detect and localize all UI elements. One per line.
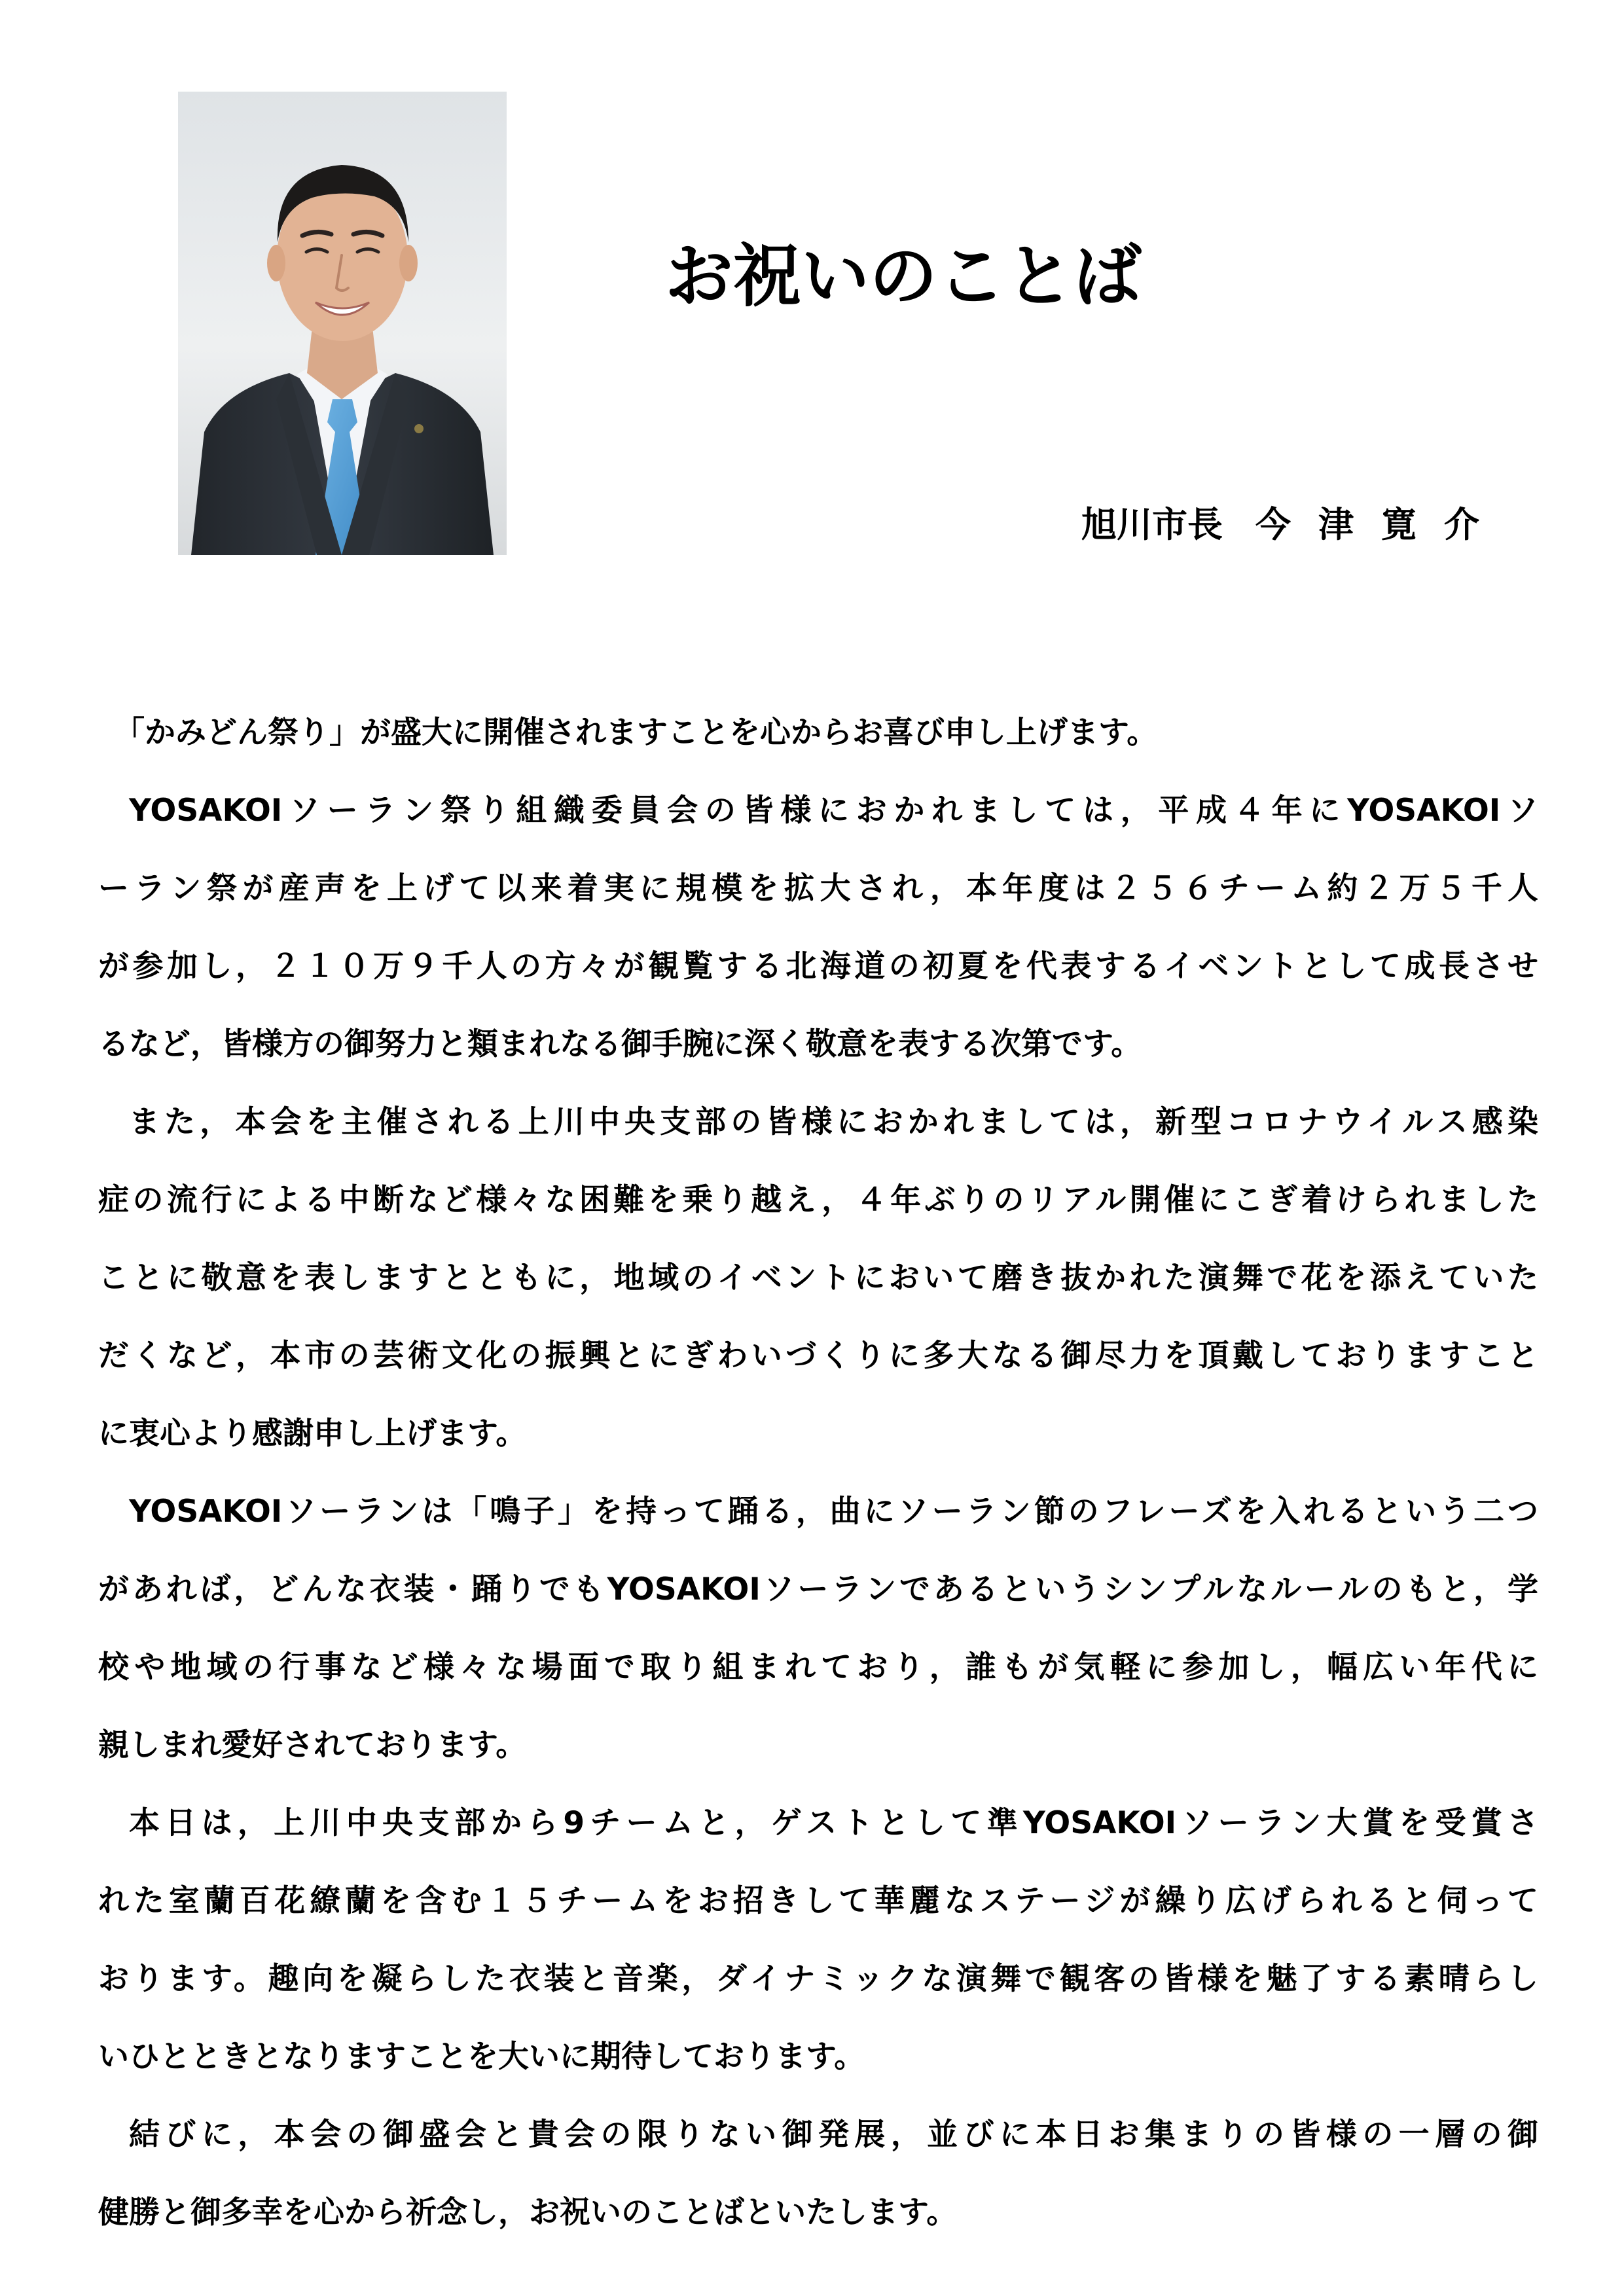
paragraph-line: 症の流行による中断など様々な困難を乗り越え，４年ぶりのリアル開催にこぎ着けられました [98, 1182, 1538, 1218]
paragraph-line: ことに敬意を表しますとともに，地域のイベントにおいて磨き抜かれた演舞で花を添えていた [98, 1260, 1538, 1296]
paragraph-3 [98, 1083, 1538, 1473]
paragraph-line: 校や地域の行事など様々な場面で取り組まれており，誰もが気軽に参加し，幅広い年代に [98, 1649, 1538, 1685]
paragraph-line: が参加し，２１０万９千人の方々が観覧する北海道の初夏を代表するイベントとして成長させ [98, 948, 1538, 984]
paragraph-line: 本日は，上川中央支部から9チームと，ゲストとして準YOSAKOIソーラン大賞を受賞さ [129, 1805, 1538, 1841]
paragraph-line: YOSAKOIソーランは「鳴子」を持って踊る，曲にソーラン節のフレーズを入れるという二つ [129, 1494, 1538, 1530]
page-title: お祝いのことば [664, 236, 1142, 316]
paragraph-line: 結びに，本会の御盛会と貴会の限りない御発展，並びに本日お集まりの皆様の一層の御 [129, 2117, 1538, 2153]
paragraph-line: れた室蘭百花繚蘭を含む１５チームをお招きして華麗なステージが繰り広げられると伺って [98, 1883, 1538, 1919]
paragraph-line: ーラン祭が産声を上げて以来着実に規模を拡大され，本年度は２５６チーム約２万５千人 [98, 870, 1538, 906]
paragraph-6 [98, 2096, 1538, 2251]
paragraph-line: YOSAKOIソーラン祭り組織委員会の皆様におかれましては，平成４年にYOSAKOIソ [129, 793, 1538, 829]
paragraph-4 [98, 1473, 1538, 1784]
author-position: 旭川市長 [1081, 504, 1223, 545]
paragraph-2 [98, 772, 1538, 1083]
paragraph-line: 「かみどん祭り」が盛大に開催されますことを心からお喜び申し上げます。 [114, 715, 1158, 751]
paragraph-5 [98, 1784, 1538, 2096]
author-name: 今津寛介 [1255, 504, 1507, 545]
portrait-image [178, 92, 507, 555]
paragraph-line: に衷心より感謝申し上げます。 [98, 1416, 527, 1452]
paragraph-line: 健勝と御多幸を心から祈念し，お祝いのことばといたします。 [98, 2195, 958, 2231]
paragraph-line: るなど，皆様方の御努力と類まれなる御手腕に深く敬意を表する次第です。 [98, 1026, 1142, 1062]
message-body [98, 694, 1538, 2251]
paragraph-line: いひとときとなりますことを大いに期待しております。 [98, 2039, 865, 2075]
paragraph-line: おります。趣向を凝らした衣装と音楽，ダイナミックな演舞で観客の皆様を魅了する素晴らし [98, 1961, 1538, 1997]
paragraph-1 [98, 694, 1538, 772]
paragraph-line: があれば，どんな衣装・踊りでもYOSAKOIソーランであるというシンプルなルールのもと，学 [98, 1571, 1538, 1607]
mayor-portrait-photo [178, 92, 507, 555]
paragraph-line: 親しまれ愛好されております。 [98, 1727, 527, 1763]
paragraph-line: だくなど，本市の芸術文化の振興とにぎわいづくりに多大なる御尽力を頂戴しておりますこと [98, 1338, 1538, 1374]
paragraph-line: また，本会を主催される上川中央支部の皆様におかれましては，新型コロナウイルス感染 [129, 1104, 1538, 1140]
author-signature [982, 504, 1507, 547]
